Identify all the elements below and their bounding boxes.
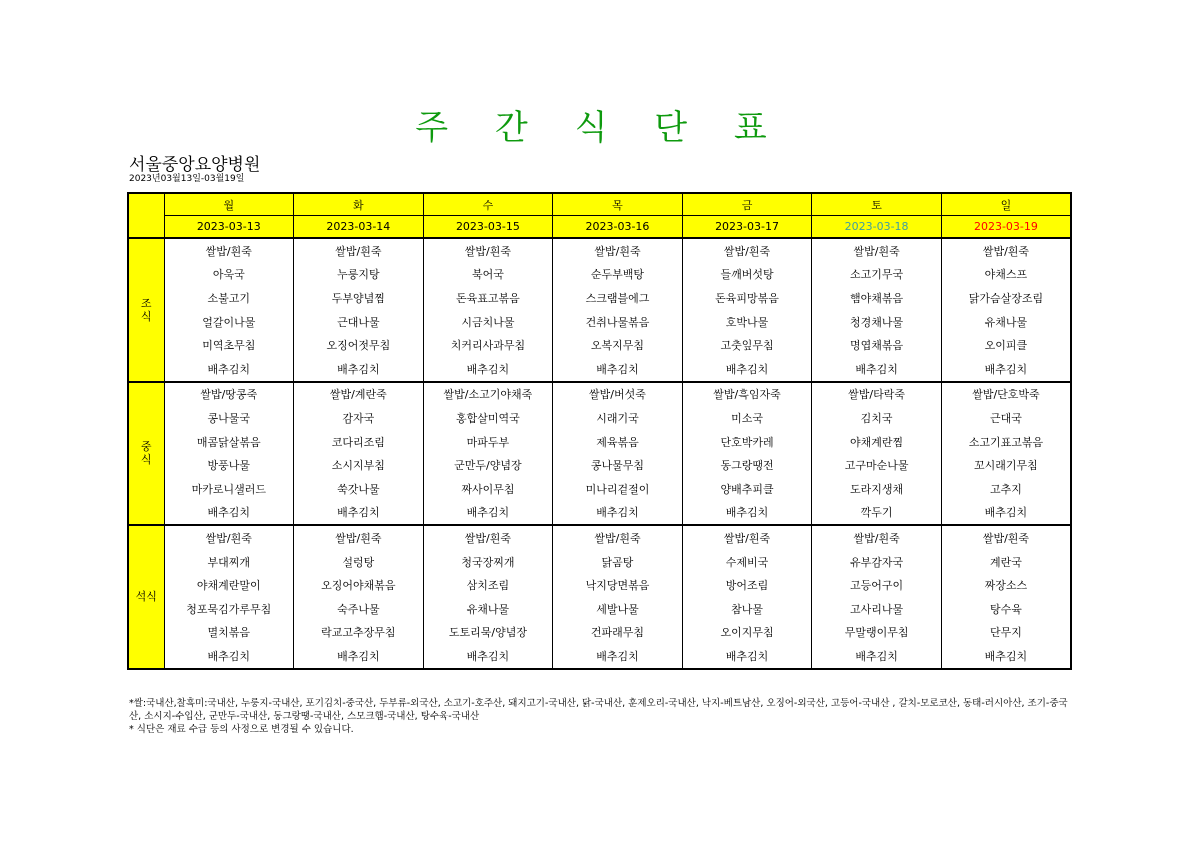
- menu-item: 락교고추장무침: [294, 621, 424, 645]
- menu-item: 쌀밥/흰죽: [423, 238, 553, 263]
- corner-cell: [128, 193, 164, 238]
- menu-row: [128, 453, 1071, 477]
- menu-item: 오이피클: [941, 333, 1071, 357]
- menu-row: [128, 525, 1071, 550]
- menu-item: 유채나물: [423, 597, 553, 621]
- menu-item: 배추김치: [812, 644, 942, 669]
- menu-item: 배추김치: [164, 357, 294, 382]
- menu-row: [128, 644, 1071, 669]
- page-title: 주 간 식 단 표: [415, 108, 785, 148]
- date-header: 2023-03-14: [294, 216, 424, 239]
- menu-item: 홍합살미역국: [423, 406, 553, 430]
- menu-item: 쌀밥/흰죽: [164, 238, 294, 263]
- menu-item: 콩나물무침: [553, 453, 683, 477]
- menu-item: 멸치볶음: [164, 621, 294, 645]
- menu-item: 순두부백탕: [553, 263, 683, 287]
- menu-item: 마카로니샐러드: [164, 477, 294, 501]
- menu-row: [128, 263, 1071, 287]
- menu-item: 콩나물국: [164, 406, 294, 430]
- menu-item: 배추김치: [294, 501, 424, 526]
- menu-item: 배추김치: [941, 644, 1071, 669]
- menu-item: 쌀밥/흰죽: [682, 525, 812, 550]
- menu-period: 2023년03월13일-03월19일: [129, 174, 245, 184]
- day-header: 화: [294, 193, 424, 216]
- menu-item: 북어국: [423, 263, 553, 287]
- menu-item: 청국장찌개: [423, 550, 553, 574]
- date-header: 2023-03-18: [812, 216, 942, 239]
- menu-item: 쌀밥/흑임자죽: [682, 382, 812, 407]
- menu-item: 쌀밥/버섯죽: [553, 382, 683, 407]
- menu-item: 쌀밥/흰죽: [164, 525, 294, 550]
- menu-item: 청경채나물: [812, 310, 942, 334]
- menu-item: 배추김치: [423, 644, 553, 669]
- menu-item: 치커리사과무침: [423, 333, 553, 357]
- menu-item: 설렁탕: [294, 550, 424, 574]
- menu-row: [128, 333, 1071, 357]
- menu-item: 두부양념찜: [294, 286, 424, 310]
- menu-item: 오징어젓무침: [294, 333, 424, 357]
- menu-item: 돈육표고볶음: [423, 286, 553, 310]
- menu-item: 명엽채볶음: [812, 333, 942, 357]
- menu-item: 부대찌개: [164, 550, 294, 574]
- menu-row: [128, 597, 1071, 621]
- menu-item: 계란국: [941, 550, 1071, 574]
- menu-item: 미나리겉절이: [553, 477, 683, 501]
- menu-item: 마파두부: [423, 430, 553, 454]
- menu-item: 호박나물: [682, 310, 812, 334]
- date-header: 2023-03-17: [682, 216, 812, 239]
- menu-item: 시래기국: [553, 406, 683, 430]
- menu-item: 아욱국: [164, 263, 294, 287]
- menu-item: 참나물: [682, 597, 812, 621]
- menu-item: 오이지무침: [682, 621, 812, 645]
- menu-row: [128, 477, 1071, 501]
- menu-item: 쌀밥/단호박죽: [941, 382, 1071, 407]
- date-header: 2023-03-16: [553, 216, 683, 239]
- menu-item: 배추김치: [682, 357, 812, 382]
- menu-item: 근대국: [941, 406, 1071, 430]
- menu-item: 유부감자국: [812, 550, 942, 574]
- menu-item: 야채계란찜: [812, 430, 942, 454]
- menu-item: 삼치조림: [423, 573, 553, 597]
- menu-item: 도라지생채: [812, 477, 942, 501]
- menu-item: 군만두/양념장: [423, 453, 553, 477]
- menu-item: 배추김치: [423, 501, 553, 526]
- menu-item: 쌀밥/흰죽: [812, 238, 942, 263]
- menu-item: 미역초무침: [164, 333, 294, 357]
- menu-item: 낙지당면볶음: [553, 573, 683, 597]
- menu-item: 누룽지탕: [294, 263, 424, 287]
- menu-item: 오징어야채볶음: [294, 573, 424, 597]
- menu-item: 얼갈이나물: [164, 310, 294, 334]
- menu-item: 건취나물볶음: [553, 310, 683, 334]
- menu-item: 배추김치: [164, 501, 294, 526]
- menu-item: 쌀밥/땅콩죽: [164, 382, 294, 407]
- menu-item: 배추김치: [812, 357, 942, 382]
- menu-item: 고구마순나물: [812, 453, 942, 477]
- menu-item: 근대나물: [294, 310, 424, 334]
- menu-row: [128, 238, 1071, 263]
- menu-item: 쌀밥/흰죽: [682, 238, 812, 263]
- menu-item: 양배추피클: [682, 477, 812, 501]
- notes: [129, 697, 1074, 736]
- menu-item: 짜장소스: [941, 573, 1071, 597]
- menu-row: [128, 286, 1071, 310]
- menu-item: 배추김치: [941, 501, 1071, 526]
- menu-item: 배추김치: [423, 357, 553, 382]
- menu-item: 고춧잎무침: [682, 333, 812, 357]
- weekly-menu-table: [127, 192, 1072, 670]
- menu-item: 감자국: [294, 406, 424, 430]
- menu-item: 쌀밥/흰죽: [553, 525, 683, 550]
- menu-item: 소불고기: [164, 286, 294, 310]
- date-header: 2023-03-19: [941, 216, 1071, 239]
- day-header-row: [128, 193, 1071, 216]
- menu-item: 소고기표고볶음: [941, 430, 1071, 454]
- menu-item: 닭곰탕: [553, 550, 683, 574]
- menu-item: 짜사이무침: [423, 477, 553, 501]
- menu-item: 숙주나물: [294, 597, 424, 621]
- day-header: 일: [941, 193, 1071, 216]
- menu-item: 돈육피망볶음: [682, 286, 812, 310]
- menu-item: 수제비국: [682, 550, 812, 574]
- menu-item: 무말랭이무침: [812, 621, 942, 645]
- menu-row: [128, 357, 1071, 382]
- menu-item: 쌀밥/흰죽: [294, 238, 424, 263]
- menu-item: 배추김치: [553, 644, 683, 669]
- date-header-row: [128, 216, 1071, 239]
- menu-item: 제육볶음: [553, 430, 683, 454]
- menu-item: 들깨버섯탕: [682, 263, 812, 287]
- menu-item: 쌀밥/흰죽: [812, 525, 942, 550]
- menu-item: 도토리묵/양념장: [423, 621, 553, 645]
- menu-item: 김치국: [812, 406, 942, 430]
- menu-item: 배추김치: [294, 644, 424, 669]
- menu-item: 배추김치: [294, 357, 424, 382]
- meal-label: 석식: [128, 525, 164, 669]
- menu-row: [128, 550, 1071, 574]
- day-header: 월: [164, 193, 294, 216]
- menu-row: [128, 573, 1071, 597]
- meal-label: 조 식: [128, 238, 164, 382]
- menu-item: 방풍나물: [164, 453, 294, 477]
- menu-item: 쌀밥/흰죽: [553, 238, 683, 263]
- day-header: 금: [682, 193, 812, 216]
- menu-item: 쑥갓나물: [294, 477, 424, 501]
- menu-item: 고등어구이: [812, 573, 942, 597]
- menu-item: 스크램블에그: [553, 286, 683, 310]
- menu-item: 배추김치: [941, 357, 1071, 382]
- date-header: 2023-03-15: [423, 216, 553, 239]
- menu-item: 고추지: [941, 477, 1071, 501]
- menu-row: [128, 430, 1071, 454]
- menu-item: 단무지: [941, 621, 1071, 645]
- menu-item: 쌀밥/흰죽: [941, 525, 1071, 550]
- date-header: 2023-03-13: [164, 216, 294, 239]
- menu-item: 오복지무침: [553, 333, 683, 357]
- menu-item: 야채계란말이: [164, 573, 294, 597]
- change-note: * 식단은 재료 수급 등의 사정으로 변경될 수 있습니다.: [129, 724, 354, 735]
- menu-item: 코다리조림: [294, 430, 424, 454]
- menu-item: 배추김치: [553, 501, 683, 526]
- menu-item: 깍두기: [812, 501, 942, 526]
- menu-item: 소시지부침: [294, 453, 424, 477]
- menu-item: 소고기무국: [812, 263, 942, 287]
- menu-row: [128, 310, 1071, 334]
- menu-item: 방어조림: [682, 573, 812, 597]
- menu-item: 배추김치: [553, 357, 683, 382]
- menu-item: 동그랑땡전: [682, 453, 812, 477]
- menu-item: 배추김치: [682, 501, 812, 526]
- menu-item: 매콤닭살볶음: [164, 430, 294, 454]
- hospital-name: 서울중앙요양병원: [129, 155, 261, 175]
- day-header: 목: [553, 193, 683, 216]
- menu-item: 미소국: [682, 406, 812, 430]
- menu-item: 세발나물: [553, 597, 683, 621]
- menu-item: 쌀밥/계란죽: [294, 382, 424, 407]
- day-header: 토: [812, 193, 942, 216]
- menu-item: 닭가슴살장조림: [941, 286, 1071, 310]
- menu-row: [128, 621, 1071, 645]
- menu-row: [128, 382, 1071, 407]
- day-header: 수: [423, 193, 553, 216]
- menu-item: 배추김치: [682, 644, 812, 669]
- origin-note: *쌀:국내산,찰흑미:국내산, 누룽지-국내산, 포기김치-중국산, 두부류-외국산, 소고기-호주산, 돼지고기-국내산, 닭-국내산, 훈제오리-국내산, 낙지-베트남산, 오징어-외국산, 고등어-국내산 , 갈치-모로코산, 동태-러시아산, 조기-중국산, 소시지-수입산, 군만두-국내산, 동그랑땡-국내산, 스모크햄-국내산, 탕수육-국내산: [129, 698, 1068, 722]
- menu-item: 유채나물: [941, 310, 1071, 334]
- menu-item: 단호박카레: [682, 430, 812, 454]
- menu-item: 쌀밥/흰죽: [294, 525, 424, 550]
- menu-item: 탕수육: [941, 597, 1071, 621]
- menu-item: 야채스프: [941, 263, 1071, 287]
- menu-item: 쌀밥/흰죽: [423, 525, 553, 550]
- meal-label: 중 식: [128, 382, 164, 526]
- menu-item: 햄야채볶음: [812, 286, 942, 310]
- menu-item: 쌀밥/타락죽: [812, 382, 942, 407]
- menu-item: 청포묵김가루무침: [164, 597, 294, 621]
- menu-item: 고사리나물: [812, 597, 942, 621]
- menu-item: 건파래무침: [553, 621, 683, 645]
- menu-item: 쌀밥/소고기야채죽: [423, 382, 553, 407]
- menu-row: [128, 406, 1071, 430]
- menu-item: 꼬시래기무침: [941, 453, 1071, 477]
- menu-item: 쌀밥/흰죽: [941, 238, 1071, 263]
- menu-row: [128, 501, 1071, 526]
- menu-item: 배추김치: [164, 644, 294, 669]
- menu-item: 시금치나물: [423, 310, 553, 334]
